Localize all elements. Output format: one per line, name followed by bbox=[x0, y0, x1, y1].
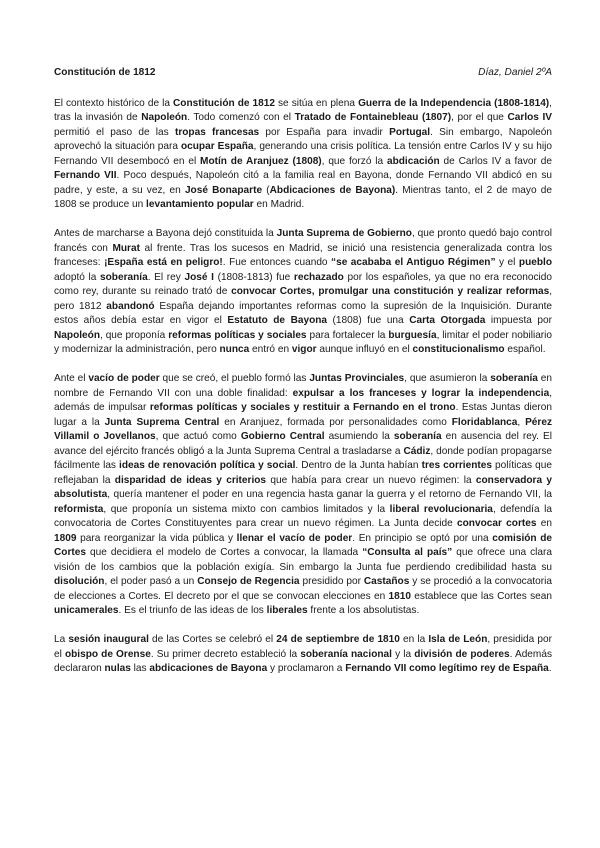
text-run: en Madrid. bbox=[253, 199, 305, 210]
bold-term: “se acababa el Antiguo Régimen” bbox=[331, 257, 496, 268]
text-run: . Mientras tanto, el 2 de mayo de 1808 se produce un bbox=[54, 184, 552, 210]
text-run: , que pronto quedó bajo control francés con bbox=[54, 228, 552, 254]
text-run: Ante el bbox=[54, 373, 89, 384]
text-run: , que actuó como bbox=[155, 431, 241, 442]
bold-term: Portugal bbox=[389, 126, 431, 138]
text-run: El contexto histórico de la bbox=[54, 97, 173, 109]
text-run: La bbox=[54, 634, 69, 645]
document-header bbox=[54, 66, 552, 81]
bold-term: 24 de septiembre de 1810 bbox=[276, 634, 400, 645]
text-run: , por el que bbox=[451, 112, 508, 123]
text-run: en la bbox=[399, 634, 429, 645]
bold-term: tropas francesas bbox=[174, 126, 260, 138]
text-run: . Su primer decreto estableció la bbox=[150, 648, 301, 660]
bold-term: abdicaciones de Bayona bbox=[149, 663, 268, 674]
bold-term: Castaños bbox=[363, 576, 410, 587]
bold-term: disolución bbox=[54, 576, 105, 587]
bold-term: soberanía bbox=[100, 271, 148, 283]
text-run: . Estas Juntas dieron lugar a la bbox=[54, 402, 552, 428]
bold-term: José I bbox=[184, 271, 214, 283]
bold-term: Fernando VII como legítimo rey de España bbox=[345, 663, 549, 674]
bold-term: rechazado bbox=[293, 271, 344, 283]
text-run: , que proponía bbox=[99, 329, 169, 341]
text-run: para fortalecer la bbox=[306, 329, 389, 341]
bold-term: soberanía bbox=[490, 373, 538, 384]
text-run: que ofrece una clara visión de los cambios que la población exigía. Sin embargo la Junta fue perdiendo credibilidad hasta su bbox=[54, 547, 552, 573]
bold-term: sesión inaugural bbox=[68, 634, 149, 645]
bold-term: liberal revolucionaria bbox=[389, 503, 493, 515]
text-run: , el poder pasó a un bbox=[104, 576, 198, 587]
bold-term: ideas de renovación política y social bbox=[119, 460, 296, 471]
text-run: las bbox=[130, 663, 150, 674]
text-run: permitió el paso de las bbox=[54, 126, 175, 138]
bold-term: abdicación bbox=[386, 155, 440, 167]
bold-term: disparidad de ideas y criterios bbox=[114, 474, 267, 486]
bold-term: expulsar a los franceses y lograr la independencia bbox=[292, 387, 550, 399]
text-run: impuesta por bbox=[485, 315, 552, 326]
text-run: España dejando importantes reformas como la supresión de la Inquisición. Durante estos años debía estar en vigor el bbox=[54, 300, 552, 326]
bold-term: conservadora y absolutista bbox=[54, 474, 552, 500]
bold-term: Estatuto de Bayona bbox=[227, 315, 328, 326]
text-run: , presidida por el bbox=[54, 634, 552, 660]
bold-term: Guerra de la Independencia (1808-1814) bbox=[358, 97, 550, 109]
text-run: , que forzó la bbox=[321, 155, 387, 167]
paragraph-sesion-inaugural bbox=[54, 633, 552, 677]
text-run: políticas que reflejaban la bbox=[54, 460, 552, 486]
text-run: . Es el triunfo de las ideas de los bbox=[118, 605, 267, 616]
bold-term: llenar el vacío de poder bbox=[236, 532, 353, 544]
text-run: , defendía la convocatoria de Cortes Constituyentes para crear un nuevo régimen. La Junta decide bbox=[54, 503, 552, 529]
bold-term: levantamiento popular bbox=[146, 199, 254, 210]
bold-term: 1809 bbox=[54, 532, 77, 544]
bold-term: reformas políticas y sociales y restituir a Fernando en el trono bbox=[149, 402, 456, 413]
text-run: , bbox=[517, 416, 526, 428]
text-run: . En principio se optó por una bbox=[352, 532, 493, 544]
bold-term: reformista bbox=[54, 503, 104, 515]
text-run: en nombre de Fernando VII con una doble finalidad: bbox=[54, 373, 552, 399]
bold-term: reformas políticas y sociales bbox=[168, 329, 307, 341]
text-run: de Carlos IV a favor de bbox=[439, 155, 552, 167]
text-run: por los españoles, ya que no era reconocido como rey, durante su reinado trató de bbox=[54, 271, 553, 297]
bold-term: José Bonaparte bbox=[184, 184, 263, 196]
bold-term: Napoleón bbox=[141, 112, 188, 123]
bold-term: Juntas Provinciales bbox=[309, 373, 405, 384]
text-run: ( bbox=[262, 184, 270, 196]
bold-term: Fernando VII bbox=[54, 170, 117, 181]
bold-term: Motín de Aranjuez (1808) bbox=[200, 155, 322, 167]
text-run: . Poco después, Napoleón citó a la familia real en Bayona, donde Fernando VII abdicó en su padre, y este, a su vez, en bbox=[54, 170, 552, 196]
text-run: aunque influyó en el bbox=[316, 344, 413, 355]
bold-term: Napoleón bbox=[54, 329, 100, 341]
text-run: en ausencia del rey. El avance del ejército francés obligó a la Junta Suprema Central a trasladarse a bbox=[54, 431, 552, 457]
bold-term: convocar cortes bbox=[457, 518, 537, 529]
text-run: y se procedió a la convocatoria de elecciones a Cortes. El decreto por el que se convocan elecciones en bbox=[54, 576, 552, 602]
text-run: , donde podían propagarse fácilmente las bbox=[54, 445, 552, 471]
text-run: , pero 1812 bbox=[54, 286, 552, 312]
text-run: español. bbox=[504, 344, 546, 355]
text-run: establece que las Cortes sean bbox=[411, 590, 553, 602]
text-run: , que proponía un sistema mixto con cambios limitados y la bbox=[103, 503, 390, 515]
text-run: y el bbox=[495, 257, 519, 268]
bold-term: vacío de poder bbox=[88, 373, 160, 384]
text-run: y proclamaron a bbox=[267, 663, 346, 674]
bold-term: “Consulta al país” bbox=[362, 547, 453, 558]
bold-term: Tratado de Fontainebleau (1807) bbox=[294, 112, 452, 123]
text-run: , generando una crisis política. La tensión entre Carlos IV y su hijo Fernando VII desembocó en el bbox=[54, 141, 552, 167]
text-run: . Fue entonces cuando bbox=[222, 257, 332, 268]
bold-term: Isla de León bbox=[428, 634, 488, 645]
text-run: , quería mantener el poder en una regencia hasta ganar la guerra y el retorno de Fernando VII, la bbox=[107, 489, 552, 500]
text-run: Antes de marcharse a Bayona dejó constituida la bbox=[54, 228, 277, 239]
text-run: al frente. Tras los sucesos en Madrid, se inició una resistencia generalizada contra los franceses: bbox=[54, 242, 553, 268]
bold-term: pueblo bbox=[518, 257, 553, 268]
bold-term: Constitución de 1812 bbox=[172, 97, 275, 109]
bold-term: Junta Suprema Central bbox=[104, 416, 220, 428]
text-run: . Sin embargo, Napoleón aprovechó la situación para bbox=[54, 126, 553, 152]
bold-term: Murat bbox=[112, 242, 140, 254]
bold-term: tres corrientes bbox=[421, 460, 492, 471]
text-run: . Todo comenzó con el bbox=[187, 112, 295, 123]
text-run: . Además declararon bbox=[54, 648, 552, 674]
text-run: presidido por bbox=[299, 576, 364, 587]
bold-term: Junta Suprema de Gobierno bbox=[276, 228, 412, 239]
text-run: asumiendo la bbox=[324, 431, 394, 442]
bold-term: convocar Cortes, promulgar una constitución y realizar reformas bbox=[231, 286, 550, 297]
bold-term: Carta Otorgada bbox=[409, 315, 486, 326]
bold-term: abandonó bbox=[106, 300, 155, 312]
bold-term: comisión de Cortes bbox=[54, 532, 553, 558]
document-page bbox=[54, 66, 552, 691]
bold-term: burguesía bbox=[388, 329, 437, 341]
text-run: que había para crear un nuevo régimen: la bbox=[266, 474, 476, 486]
text-run: . El rey bbox=[147, 271, 185, 283]
text-run: de las Cortes se celebró el bbox=[148, 634, 277, 645]
text-run: que se creó, el pueblo formó las bbox=[159, 373, 310, 384]
text-run: . bbox=[548, 663, 552, 674]
bold-term: Carlos IV bbox=[507, 112, 552, 123]
text-run: que decidiera el modelo de Cortes a convocar, la llamada bbox=[85, 547, 363, 558]
paragraph-junta-suprema bbox=[54, 227, 552, 358]
text-run: (1808-1813) fue bbox=[213, 271, 294, 283]
text-run: por España para invadir bbox=[259, 126, 390, 138]
bold-term: soberanía nacional bbox=[300, 648, 392, 660]
bold-term: 1810 bbox=[388, 590, 411, 602]
bold-term: Floridablanca bbox=[451, 416, 518, 428]
text-run: (1808) fue una bbox=[327, 315, 410, 326]
text-run: se sitúa en plena bbox=[274, 97, 359, 109]
text-run: , además de impulsar bbox=[54, 387, 553, 413]
text-run: frente a los absolutistas. bbox=[307, 605, 420, 616]
paragraph-juntas-provinciales bbox=[54, 372, 552, 619]
bold-term: división de poderes bbox=[414, 648, 510, 660]
bold-term: liberales bbox=[266, 605, 308, 616]
text-run: entró en bbox=[249, 344, 292, 355]
text-run: en bbox=[536, 518, 552, 529]
bold-term: ¡España está en peligro! bbox=[104, 257, 223, 268]
bold-term: Gobierno Central bbox=[240, 431, 325, 442]
text-run: , limitar el poder nobiliario y modernizar la administración, pero bbox=[54, 329, 553, 355]
bold-term: constitucionalismo bbox=[412, 344, 505, 355]
document-author: Díaz, Daniel 2ºA bbox=[478, 67, 552, 78]
bold-term: Cádiz bbox=[403, 445, 431, 457]
bold-term: ocupar España bbox=[180, 141, 254, 152]
paragraph-context bbox=[54, 97, 552, 213]
bold-term: nulas bbox=[104, 663, 131, 674]
bold-term: unicamerales bbox=[54, 605, 119, 616]
text-run: para reorganizar la vida pública y bbox=[76, 532, 237, 544]
bold-term: soberanía bbox=[393, 431, 442, 442]
text-run: , tras la invasión de bbox=[54, 97, 552, 123]
document-title: Constitución de 1812 bbox=[54, 67, 156, 78]
text-run: , que asumieron la bbox=[404, 373, 491, 384]
bold-term: Consejo de Regencia bbox=[197, 576, 300, 587]
bold-term: obispo de Orense bbox=[64, 648, 151, 660]
bold-term: vigor bbox=[291, 344, 317, 355]
text-run: y la bbox=[391, 648, 415, 660]
text-run: adoptó la bbox=[54, 271, 101, 283]
bold-term: nunca bbox=[219, 344, 250, 355]
text-run: en Aranjuez, formada por personalidades como bbox=[219, 416, 452, 428]
text-run: . Dentro de la Junta habían bbox=[295, 460, 422, 471]
bold-term: Pérez Villamil o Jovellanos bbox=[54, 416, 553, 442]
bold-term: Abdicaciones de Bayona) bbox=[269, 184, 396, 196]
